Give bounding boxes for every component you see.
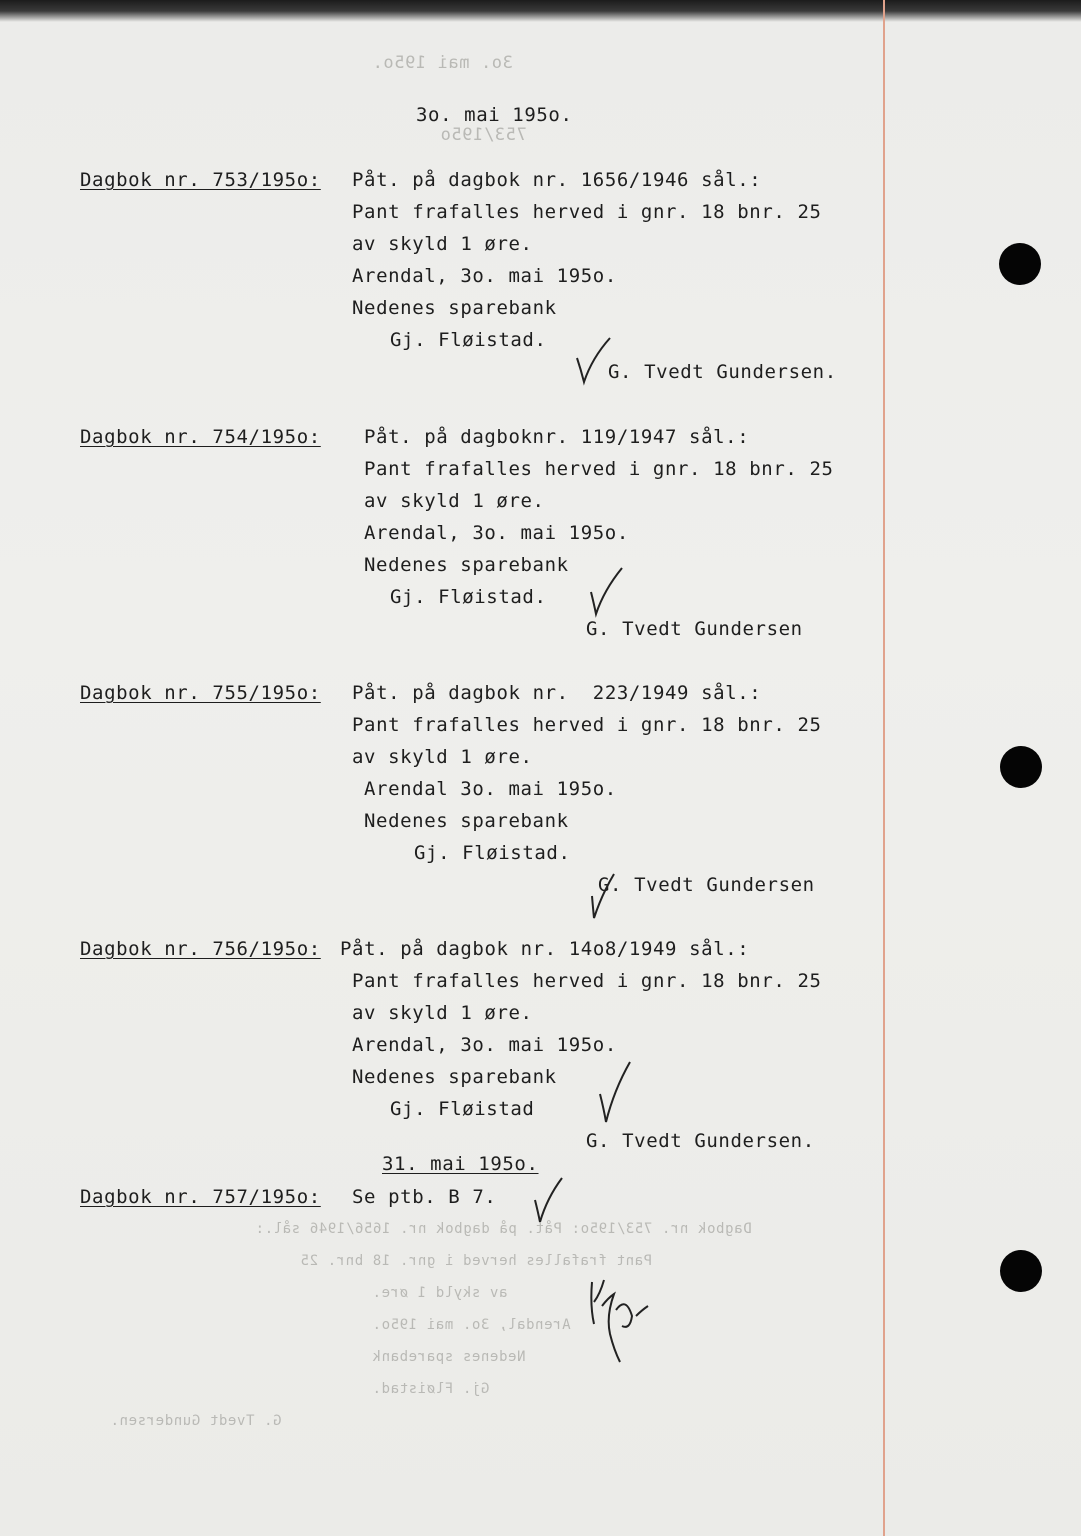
check-mark (588, 566, 628, 618)
entry-signature: G. Tvedt Gundersen. (608, 361, 837, 383)
entry-line: Arendal 3o. mai 195o. (364, 778, 617, 800)
punch-hole (1000, 746, 1042, 788)
check-mark (588, 872, 618, 922)
entry-line: Pant frafalles herved i gnr. 18 bnr. 25 (364, 458, 834, 480)
bleed-through-text: Arendal, 3o. mai 195o. (372, 1317, 571, 1333)
bleed-through-text: Nedenes sparebank (372, 1349, 526, 1365)
entry-line: Pant frafalles herved i gnr. 18 bnr. 25 (352, 970, 822, 992)
entry-line: Pant frafalles herved i gnr. 18 bnr. 25 (352, 201, 822, 223)
entry-line: av skyld 1 øre. (352, 1002, 533, 1024)
check-mark (574, 336, 614, 386)
entry-line: Arendal, 3o. mai 195o. (364, 522, 629, 544)
bleed-through-text: 753/195o (440, 125, 527, 145)
entry-ref: Dagbok nr. 753/195o: (80, 169, 321, 191)
entry-line: Gj. Fløistad (390, 1098, 535, 1120)
entry-line: Arendal, 3o. mai 195o. (352, 265, 617, 287)
entry-line: Nedenes sparebank (364, 810, 569, 832)
scan-top-edge (0, 0, 1081, 22)
bleed-through-text: Dagbok nr. 753/195o: Påt. på dagbok nr. 1656/1946 sål.: (255, 1221, 752, 1237)
bleed-through-text: av skyld 1 øre. (372, 1285, 508, 1301)
entry-line: Nedenes sparebank (352, 297, 557, 319)
entry-line: Gj. Fløistad. (414, 842, 571, 864)
entry-ref: Dagbok nr. 755/195o: (80, 682, 321, 704)
entry-signature: G. Tvedt Gundersen. (586, 1130, 815, 1152)
bleed-through-text: G. Tvedt Gundersen. (110, 1413, 282, 1429)
entry-signature: G. Tvedt Gundersen (586, 618, 803, 640)
entry-line: Pant frafalles herved i gnr. 18 bnr. 25 (352, 714, 822, 736)
entry-ref: Dagbok nr. 754/195o: (80, 426, 321, 448)
entry-line: Gj. Fløistad. (390, 329, 547, 351)
entry-line: av skyld 1 øre. (352, 746, 533, 768)
punch-hole (999, 243, 1041, 285)
entry-line: Påt. på dagbok nr. 223/1949 sål.: (352, 682, 762, 704)
handwritten-initials (586, 1276, 656, 1368)
entry-line: Nedenes sparebank (352, 1066, 557, 1088)
entry-line: Arendal, 3o. mai 195o. (352, 1034, 617, 1056)
entry-line: Nedenes sparebank (364, 554, 569, 576)
entry-line: Påt. på dagbok nr. 1656/1946 sål.: (352, 169, 762, 191)
entry-line: Påt. på dagbok nr. 14o8/1949 sål.: (340, 938, 750, 960)
punch-hole (1000, 1250, 1042, 1292)
entry-ref: Dagbok nr. 757/195o: (80, 1186, 321, 1208)
entry-line: Påt. på dagboknr. 119/1947 sål.: (364, 426, 750, 448)
bleed-through-text: 3o. mai 195o. (372, 53, 513, 73)
entry-line: av skyld 1 øre. (352, 233, 533, 255)
entry-line: Gj. Fløistad. (390, 586, 547, 608)
second-date: 31. mai 195o. (382, 1153, 539, 1175)
check-mark (596, 1060, 636, 1126)
margin-line (883, 0, 885, 1536)
entry-ref: Dagbok nr. 756/195o: (80, 938, 321, 960)
check-mark (532, 1176, 566, 1226)
entry-line: Se ptb. B 7. (352, 1186, 497, 1208)
date-header: 3o. mai 195o. (416, 104, 573, 126)
bleed-through-text: Pant frafalles herved i gnr. 18 bnr. 25 (300, 1253, 653, 1269)
entry-signature: G. Tvedt Gundersen (598, 874, 815, 896)
bleed-through-text: Gj. Fløistad. (372, 1381, 490, 1397)
entry-line: av skyld 1 øre. (364, 490, 545, 512)
